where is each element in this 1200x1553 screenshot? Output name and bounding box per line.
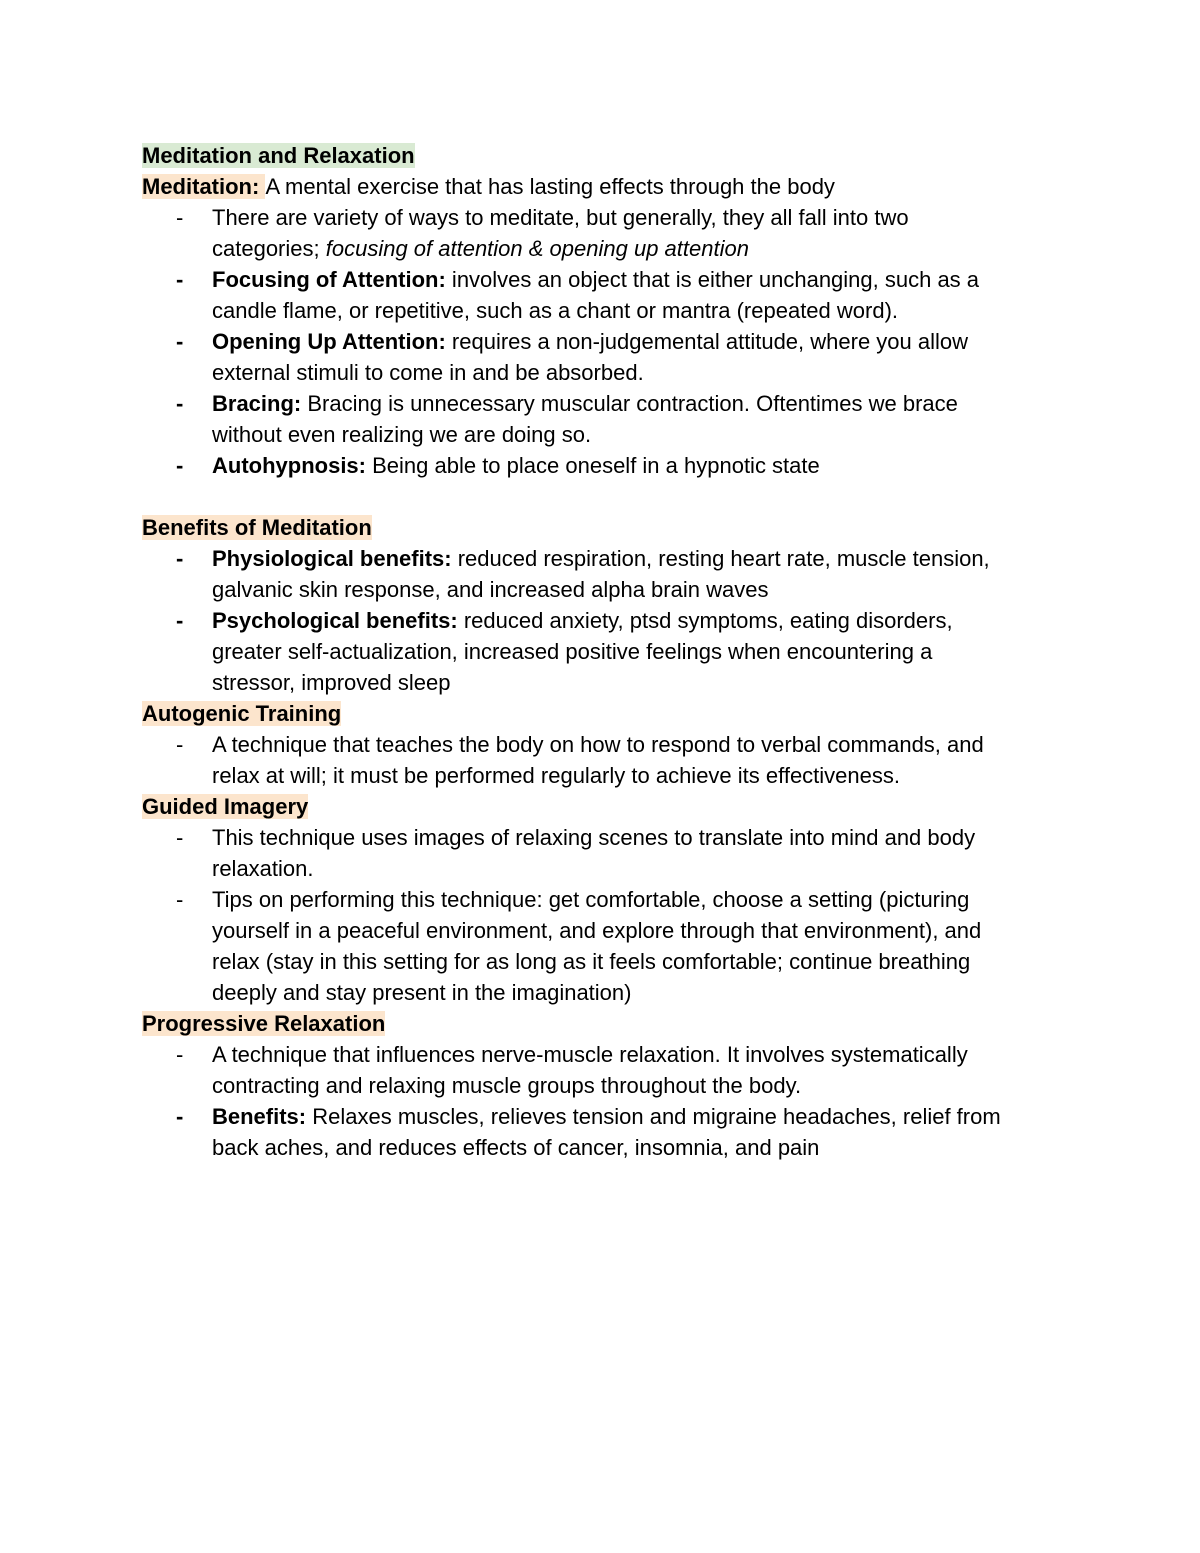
list-item-text: Bracing is unnecessary muscular contraction. Oftentimes we brace — [301, 391, 958, 416]
list-item — [142, 202, 1072, 264]
blank-line — [142, 481, 1072, 512]
list-item-line: Tips on performing this technique: get comfortable, choose a setting (picturing — [212, 887, 970, 912]
bullet-dash: - — [176, 1042, 184, 1067]
list-item-text: categories; — [212, 236, 326, 261]
section-heading — [142, 698, 1072, 729]
list-item-line: without even realizing we are doing so. — [212, 422, 592, 447]
progressive-heading: Progressive Relaxation — [142, 1011, 386, 1036]
bullet-dash: - — [176, 825, 184, 850]
list-item-line: relaxation. — [212, 856, 314, 881]
list-item — [142, 1039, 1072, 1101]
list-item-line — [212, 388, 1072, 419]
list-item-line — [212, 605, 1072, 636]
list-item-line: candle flame, or repetitive, such as a chant or mantra (repeated word). — [212, 298, 899, 323]
list-item-line: contracting and relaxing muscle groups throughout the body. — [212, 1073, 802, 1098]
list-item-line: stressor, improved sleep — [212, 670, 451, 695]
list-item-line: A technique that influences nerve-muscle relaxation. It involves systematically — [212, 1042, 968, 1067]
autogenic-heading: Autogenic Training — [142, 701, 342, 726]
list-item-line: A technique that teaches the body on how to respond to verbal commands, and — [212, 732, 984, 757]
list-item-line — [212, 1101, 1072, 1132]
list-item-italic-text: focusing of attention & opening up attention — [325, 236, 749, 261]
section-heading — [142, 791, 1072, 822]
section-heading — [142, 1008, 1072, 1039]
bullet-dash: - — [176, 267, 184, 292]
list-item — [142, 326, 1072, 388]
list-item-text: requires a non-judgemental attitude, where you allow — [445, 329, 969, 354]
document-title: Meditation and Relaxation — [142, 143, 415, 168]
bullet-dash: - — [176, 732, 184, 757]
list-item — [142, 1101, 1072, 1163]
meditation-term: Meditation: — [142, 174, 266, 199]
list-item — [142, 543, 1072, 605]
list-item-line: relax (stay in this setting for as long as it feels comfortable; continue breathing — [212, 949, 971, 974]
list-item-text: Being able to place oneself in a hypnotic state — [366, 453, 820, 478]
list-item — [142, 450, 1072, 481]
list-item-line — [212, 233, 1072, 264]
list-item-line — [212, 326, 1072, 357]
list-item-line: This technique uses images of relaxing scenes to translate into mind and body — [212, 825, 976, 850]
list-item-term: Psychological benefits: — [212, 608, 458, 633]
list-item-term: Opening Up Attention: — [212, 329, 446, 354]
bullet-dash: - — [176, 391, 184, 416]
list-item-line: greater self-actualization, increased positive feelings when encountering a — [212, 639, 933, 664]
list-item — [142, 605, 1072, 698]
document-page — [142, 140, 1072, 1163]
list-item-line — [212, 450, 1072, 481]
list-item — [142, 822, 1072, 884]
list-item-line: back aches, and reduces effects of cancer, insomnia, and pain — [212, 1135, 820, 1160]
list-item — [142, 884, 1072, 1008]
bullet-dash: - — [176, 887, 184, 912]
document-title-line — [142, 140, 1072, 171]
list-item-term: Physiological benefits: — [212, 546, 452, 571]
section-heading — [142, 512, 1072, 543]
bullet-dash: - — [176, 453, 184, 478]
bullet-dash: - — [176, 608, 184, 633]
list-item-line — [212, 543, 1072, 574]
list-item — [142, 729, 1072, 791]
list-item-text: reduced anxiety, ptsd symptoms, eating disorders, — [457, 608, 953, 633]
list-item-line: deeply and stay present in the imagination) — [212, 980, 632, 1005]
list-item-line: yourself in a peaceful environment, and explore through that environment), and — [212, 918, 982, 943]
list-item-term: Bracing: — [212, 391, 302, 416]
bullet-dash: - — [176, 329, 184, 354]
list-item — [142, 388, 1072, 450]
meditation-definition-text: A mental exercise that has lasting effects through the body — [265, 174, 835, 199]
list-item-line: galvanic skin response, and increased alpha brain waves — [212, 577, 769, 602]
list-item-term: Autohypnosis: — [212, 453, 366, 478]
list-item-line: external stimuli to come in and be absorbed. — [212, 360, 644, 385]
list-item-line: There are variety of ways to meditate, but generally, they all fall into two — [212, 205, 909, 230]
bullet-dash: - — [176, 546, 184, 571]
list-item-text: reduced respiration, resting heart rate, muscle tension, — [451, 546, 990, 571]
list-item-term: Focusing of Attention: — [212, 267, 446, 292]
benefits-heading: Benefits of Meditation — [142, 515, 372, 540]
list-item-line — [212, 264, 1072, 295]
list-item-text: Relaxes muscles, relieves tension and migraine headaches, relief from — [306, 1104, 1001, 1129]
list-item-text: involves an object that is either unchanging, such as a — [445, 267, 980, 292]
list-item-line: relax at will; it must be performed regularly to achieve its effectiveness. — [212, 763, 901, 788]
meditation-definition — [142, 171, 1072, 202]
bullet-dash: - — [176, 1104, 184, 1129]
guided-heading: Guided Imagery — [142, 794, 309, 819]
bullet-dash: - — [176, 205, 184, 230]
list-item-term: Benefits: — [212, 1104, 307, 1129]
list-item — [142, 264, 1072, 326]
